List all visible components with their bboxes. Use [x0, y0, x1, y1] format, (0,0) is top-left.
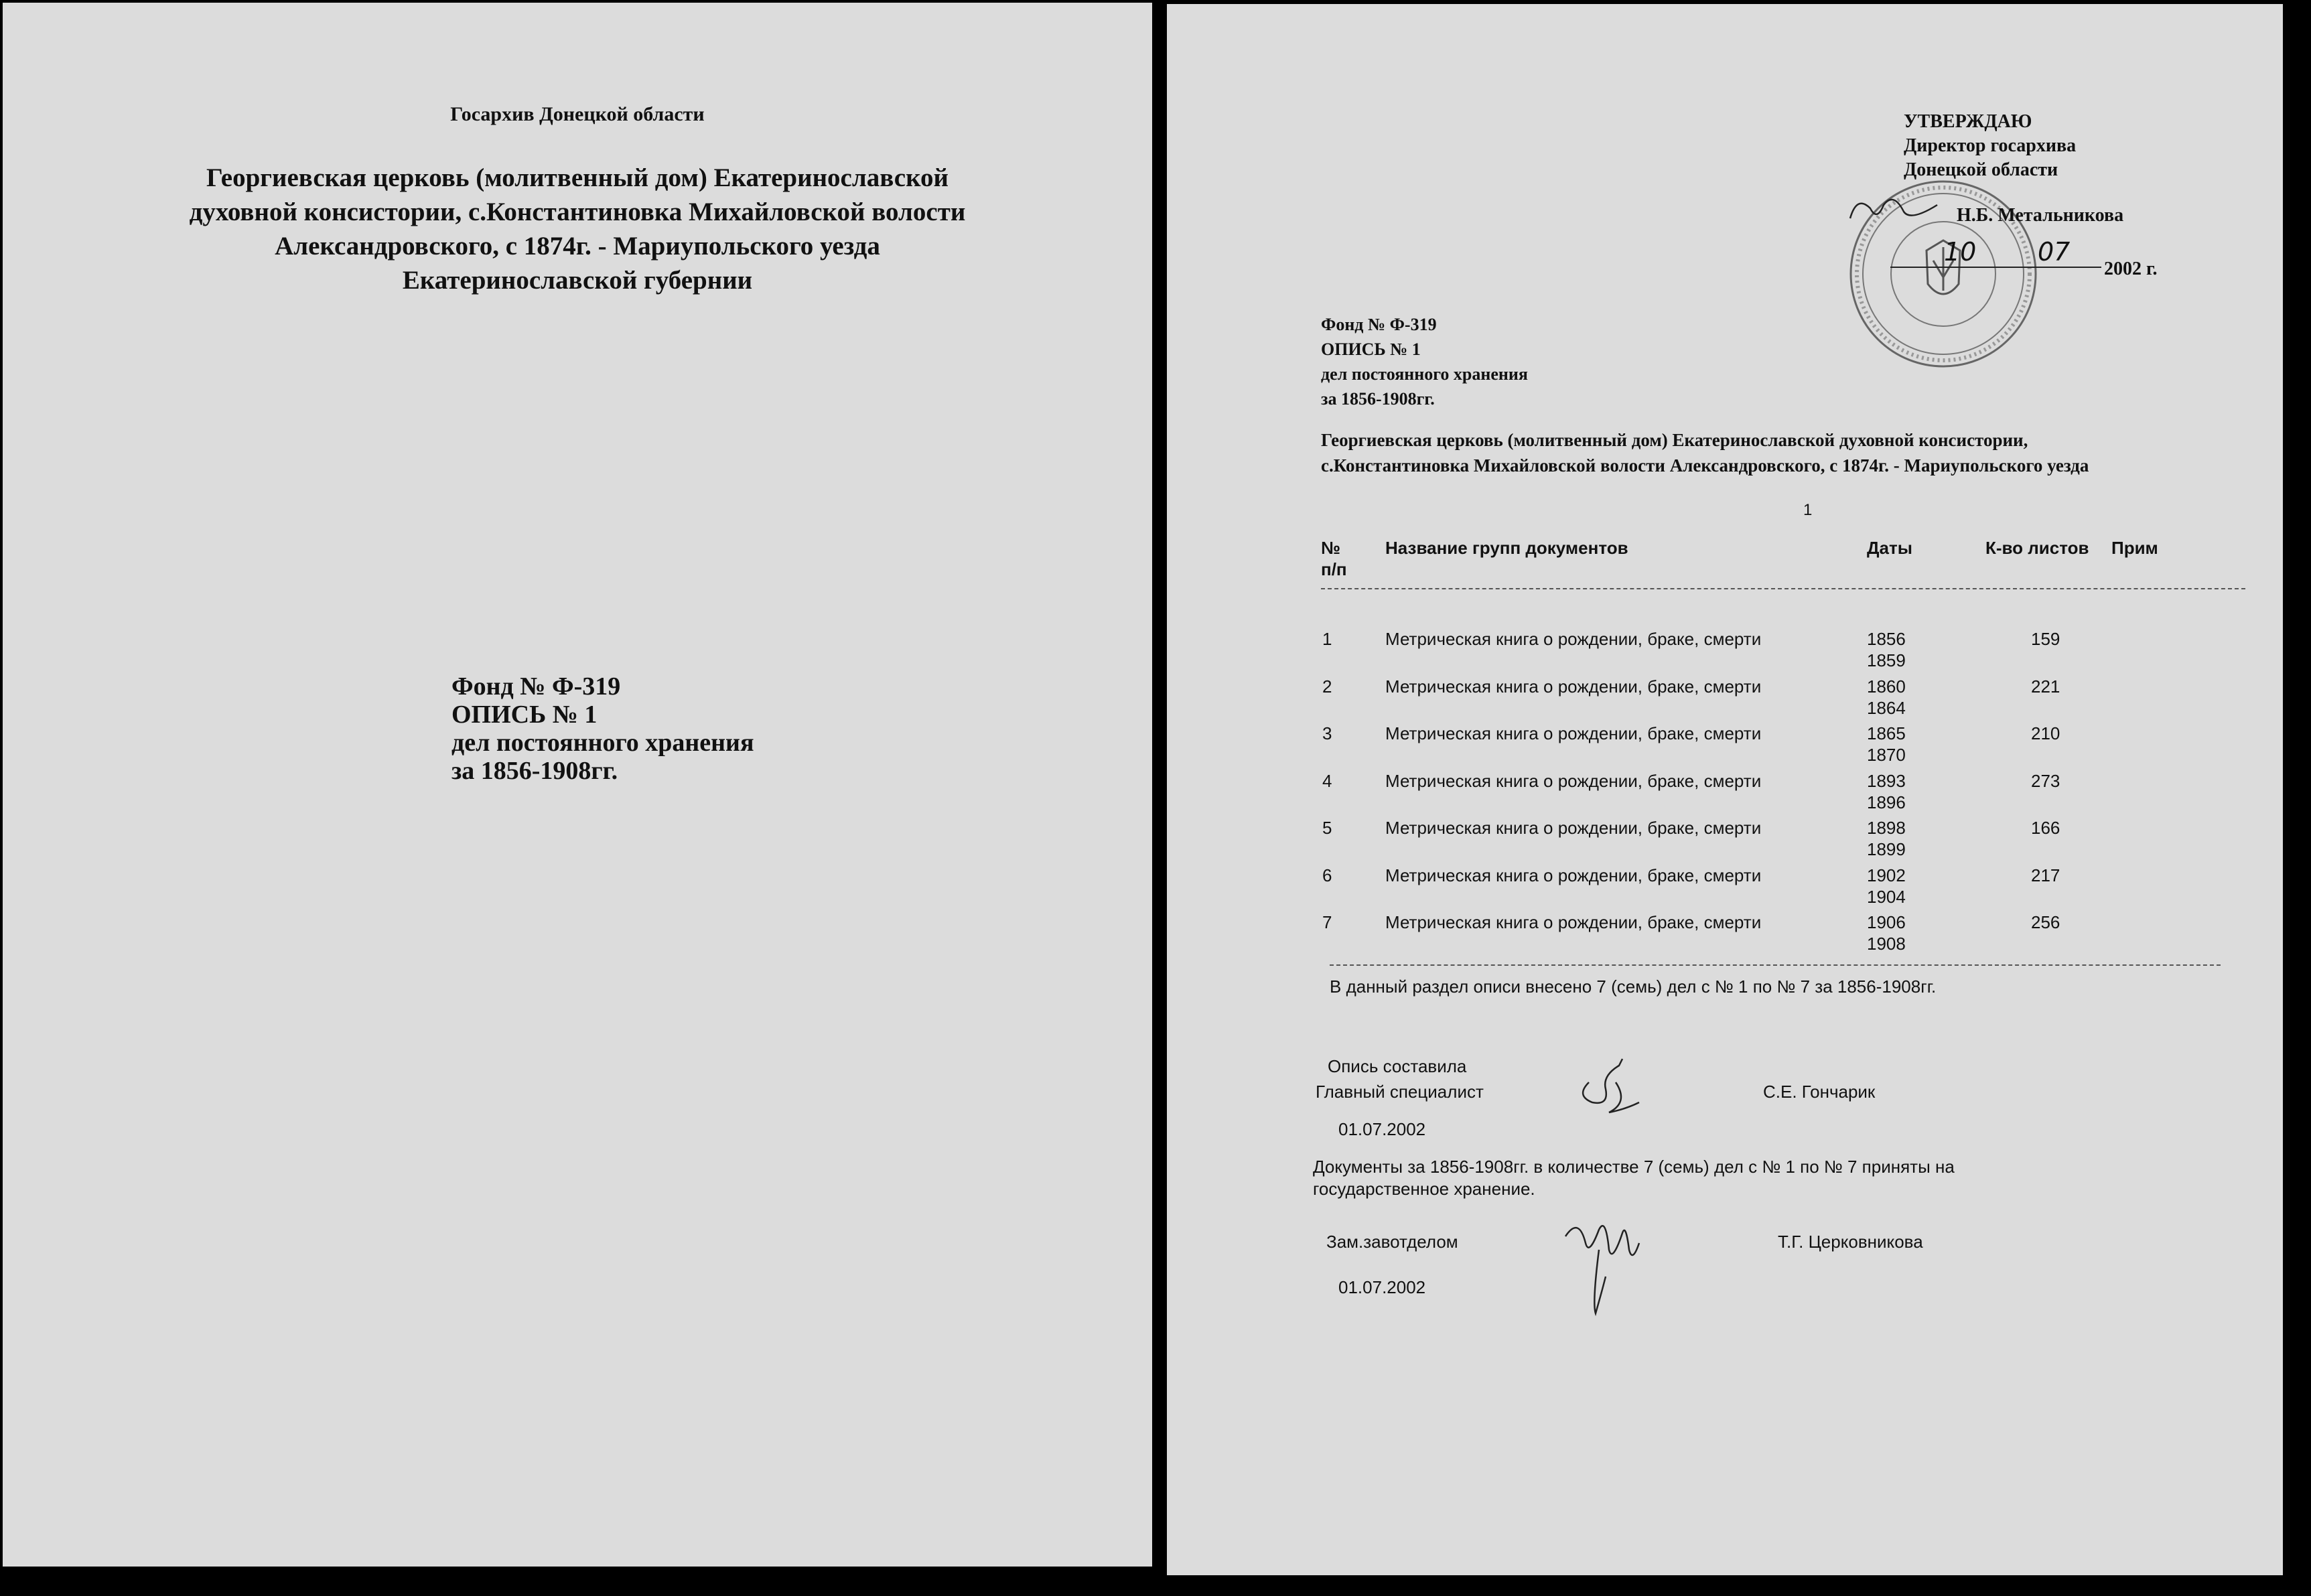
row-date-from: 1893 [1867, 770, 1906, 791]
row-date-to: 1896 [1867, 792, 1906, 812]
approver-org: Донецкой области [1904, 159, 2058, 180]
page-number: 1 [1803, 501, 1813, 519]
row-number: 7 [1322, 912, 1332, 932]
fund-title-line: духовной консистории, с.Константиновка Михайловской волости [189, 198, 966, 226]
header-rule [1321, 588, 2245, 589]
row-document-name: Метрическая книга о рождении, браке, смерти [1385, 723, 1762, 743]
inventory-page [1167, 4, 2283, 1575]
table-row [1167, 628, 2283, 675]
header-dates: Даты [1867, 538, 1912, 558]
row-document-name: Метрическая книга о рождении, браке, смерти [1385, 629, 1762, 649]
row-date-to: 1859 [1867, 650, 1906, 670]
table-row [1167, 912, 2283, 958]
row-sheets: 210 [2031, 723, 2060, 743]
compiler-name: С.Е. Гончарик [1763, 1082, 1876, 1102]
approver-position: Директор госархива [1904, 135, 2077, 156]
compiler-signature-icon [1569, 1056, 1649, 1116]
header-num-line: № [1321, 538, 1340, 558]
deputy-signature-icon [1559, 1210, 1653, 1317]
compiler-date: 01.07.2002 [1338, 1119, 1426, 1139]
row-sheets: 166 [2031, 818, 2060, 838]
header-num-line: п/п [1321, 559, 1347, 579]
approver-signature [1843, 205, 1951, 232]
row-sheets: 217 [2031, 865, 2060, 885]
row-document-name: Метрическая книга о рождении, браке, смерти [1385, 818, 1762, 838]
date-range: за 1856-1908гг. [1321, 389, 1435, 409]
row-document-name: Метрическая книга о рождении, браке, смерти [1385, 865, 1762, 885]
inventory-number: ОПИСЬ № 1 [451, 701, 598, 729]
row-date-from: 1865 [1867, 723, 1906, 743]
row-sheets: 159 [2031, 629, 2060, 649]
approval-block [1904, 110, 2076, 182]
row-number: 1 [1322, 629, 1332, 649]
row-date-to: 1908 [1867, 934, 1906, 954]
row-document-name: Метрическая книга о рождении, браке, смерти [1385, 676, 1762, 697]
table-row [1167, 817, 2283, 864]
row-date-from: 1902 [1867, 865, 1906, 885]
deputy-date: 01.07.2002 [1338, 1277, 1426, 1297]
row-number: 3 [1322, 723, 1332, 743]
footer-rule [1330, 964, 2221, 966]
header-name: Название групп документов [1385, 538, 1628, 558]
deputy-position: Зам.завотделом [1326, 1232, 1458, 1252]
row-date-from: 1860 [1867, 676, 1906, 697]
fond-number: Фонд № Ф-319 [1321, 315, 1437, 334]
table-row [1167, 865, 2283, 912]
table-row [1167, 723, 2283, 770]
approver-name: Н.Б. Метальникова [1957, 205, 2124, 226]
row-sheets: 256 [2031, 912, 2060, 932]
signature-icon [1843, 192, 1951, 232]
acceptance-line: Документы за 1856-1908гг. в количестве 7 (семь) дел с № 1 по № 7 приняты на [1313, 1157, 1955, 1177]
storage-type: дел постоянного хранения [451, 729, 754, 757]
row-document-name: Метрическая книга о рождении, браке, смерти [1385, 770, 1762, 791]
row-sheets: 273 [2031, 770, 2060, 791]
table-row [1167, 770, 2283, 817]
row-number: 5 [1322, 818, 1332, 838]
fund-name-line: Георгиевская церковь (молитвенный дом) Екатеринославской духовной консистории, [1321, 430, 2028, 450]
row-number: 2 [1322, 676, 1332, 697]
header-note: Прим [2111, 538, 2158, 558]
approval-heading: УТВЕРЖДАЮ [1904, 111, 2032, 132]
title-page [3, 3, 1152, 1567]
approval-day: 10 [1944, 237, 1977, 267]
fund-title-line: Александровского, с 1874г. - Мариупольского уезда [275, 232, 880, 261]
inventory-number: ОПИСЬ № 1 [1321, 340, 1421, 359]
approval-date-line [1890, 237, 2101, 268]
row-document-name: Метрическая книга о рождении, браке, смерти [1385, 912, 1762, 932]
approval-month: 07 [2038, 237, 2071, 267]
acceptance-line: государственное хранение. [1313, 1179, 1535, 1199]
row-date-to: 1870 [1867, 745, 1906, 765]
compiler-label: Опись составила [1328, 1056, 1467, 1076]
fund-title-line: Екатеринославской губернии [402, 266, 753, 295]
storage-type: дел постоянного хранения [1321, 364, 1528, 384]
acceptance-text [1313, 1156, 1955, 1200]
row-date-to: 1904 [1867, 886, 1906, 907]
row-date-to: 1899 [1867, 839, 1906, 859]
row-date-from: 1856 [1867, 629, 1906, 649]
fond-number: Фонд № Ф-319 [451, 672, 621, 701]
header-sheets: К-во листов [1985, 538, 2089, 558]
row-number: 6 [1322, 865, 1332, 885]
fund-title [137, 161, 1018, 297]
row-number: 4 [1322, 770, 1332, 791]
fund-full-name [1321, 427, 2089, 478]
deputy-name: Т.Г. Церковникова [1778, 1232, 1923, 1252]
compiler-position: Главный специалист [1316, 1082, 1484, 1102]
summary-text: В данный раздел описи внесено 7 (семь) дел с № 1 по № 7 за 1856-1908гг. [1330, 976, 1937, 997]
fund-title-line: Георгиевская церковь (молитвенный дом) Екатеринославской [206, 163, 949, 192]
row-sheets: 221 [2031, 676, 2060, 697]
row-date-from: 1906 [1867, 912, 1906, 932]
row-date-from: 1898 [1867, 818, 1906, 838]
header-num [1321, 537, 1347, 580]
fund-name-line: с.Константиновка Михайловской волости Александровского, с 1874г. - Мариупольского уезда [1321, 455, 2089, 476]
table-row [1167, 676, 2283, 723]
row-date-to: 1864 [1867, 697, 1906, 718]
approval-year: 2002 г. [2104, 259, 2158, 279]
date-range: за 1856-1908гг. [451, 757, 618, 785]
fond-block [1321, 312, 1528, 411]
fond-block [451, 672, 754, 785]
archive-name: Госархив Донецкой области [450, 103, 705, 125]
